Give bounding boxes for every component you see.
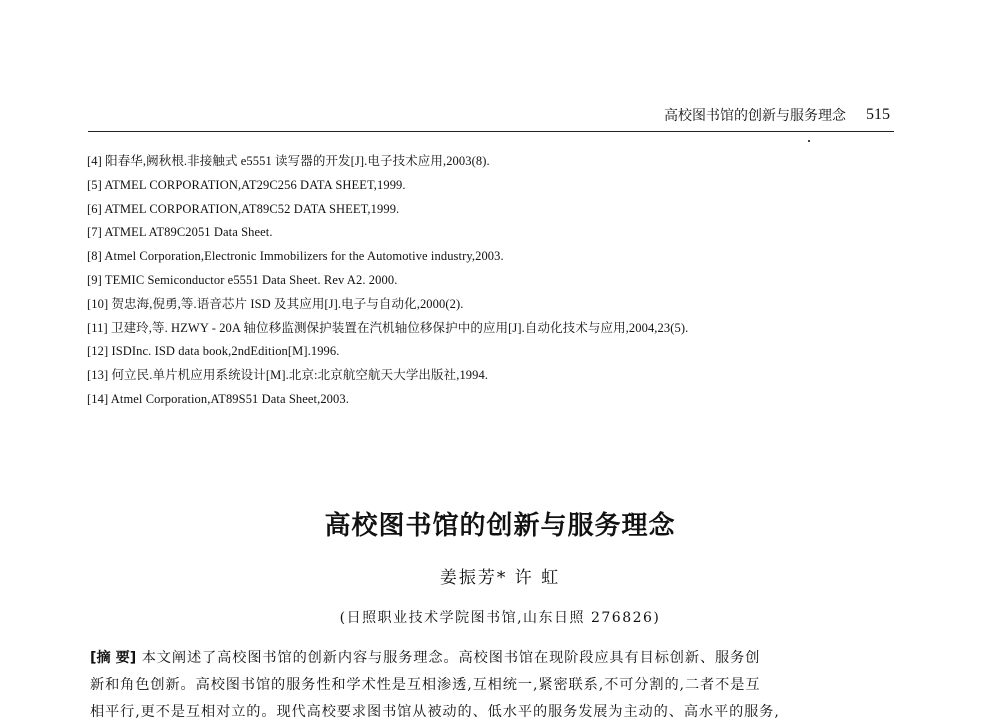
reference-item: [4] 阳春华,阙秋根.非接触式 e5551 读写器的开发[J].电子技术应用,2003(8). xyxy=(87,154,490,168)
header-rule xyxy=(88,131,894,132)
reference-item: [5] ATMEL CORPORATION,AT29C256 DATA SHEET,1999. xyxy=(87,177,406,192)
reference-item: [9] TEMIC Semiconductor e5551 Data Sheet. Rev A2. 2000. xyxy=(87,272,398,287)
page-number: 515 xyxy=(866,106,890,123)
reference-item: [6] ATMEL CORPORATION,AT89C52 DATA SHEET,1999. xyxy=(87,201,400,216)
abstract-line xyxy=(90,645,904,672)
reference-item: [14] Atmel Corporation,AT89S51 Data Sheet,2003. xyxy=(87,391,349,406)
author-affiliation: (日照职业技术学院图书馆,山东日照 276826) xyxy=(339,610,661,626)
reference-item: [10] 贺忠海,倪勇,等.语音芯片 ISD 及其应用[J].电子与自动化,2000(2). xyxy=(87,296,464,311)
article-authors: 姜振芳* 许 虹 xyxy=(439,568,561,588)
article-title: 高校图书馆的创新与服务理念 xyxy=(324,511,676,541)
reference-item: [8] Atmel Corporation,Electronic Immobilizers for the Automotive industry,2003. xyxy=(87,249,504,264)
running-header xyxy=(90,103,890,127)
abstract-line: 新和角色创新。高校图书馆的服务性和学术性是互相渗透,互相统一,紧密联系,不可分割的,二者不是互 xyxy=(90,677,761,693)
abstract-text: 本文阐述了高校图书馆的创新内容与服务理念。高校图书馆在现阶段应具有目标创新、服务创 xyxy=(141,650,761,666)
running-header-title: 高校图书馆的创新与服务理念 xyxy=(664,108,846,124)
reference-item: [12] ISDInc. ISD data book,2ndEdition[M].1996. xyxy=(87,344,340,359)
abstract xyxy=(90,645,904,726)
reference-item: [7] ATMEL AT89C2051 Data Sheet. xyxy=(87,225,273,240)
abstract-label: [摘 要] xyxy=(90,650,137,666)
abstract-line: 相平行,更不是互相对立的。现代高校要求图书馆从被动的、低水平的服务发展为主动的、高水平的服务, xyxy=(90,704,780,720)
scan-speck xyxy=(808,140,810,142)
reference-item: [11] 卫建玲,等. HZWY - 20A 轴位移监测保护装置在汽机轴位移保护中的应用[J].自动化技术与应用,2004,23(5). xyxy=(87,320,689,335)
reference-item: [13] 何立民.单片机应用系统设计[M].北京:北京航空航天大学出版社,1994. xyxy=(87,368,489,383)
reference-list xyxy=(87,150,887,412)
